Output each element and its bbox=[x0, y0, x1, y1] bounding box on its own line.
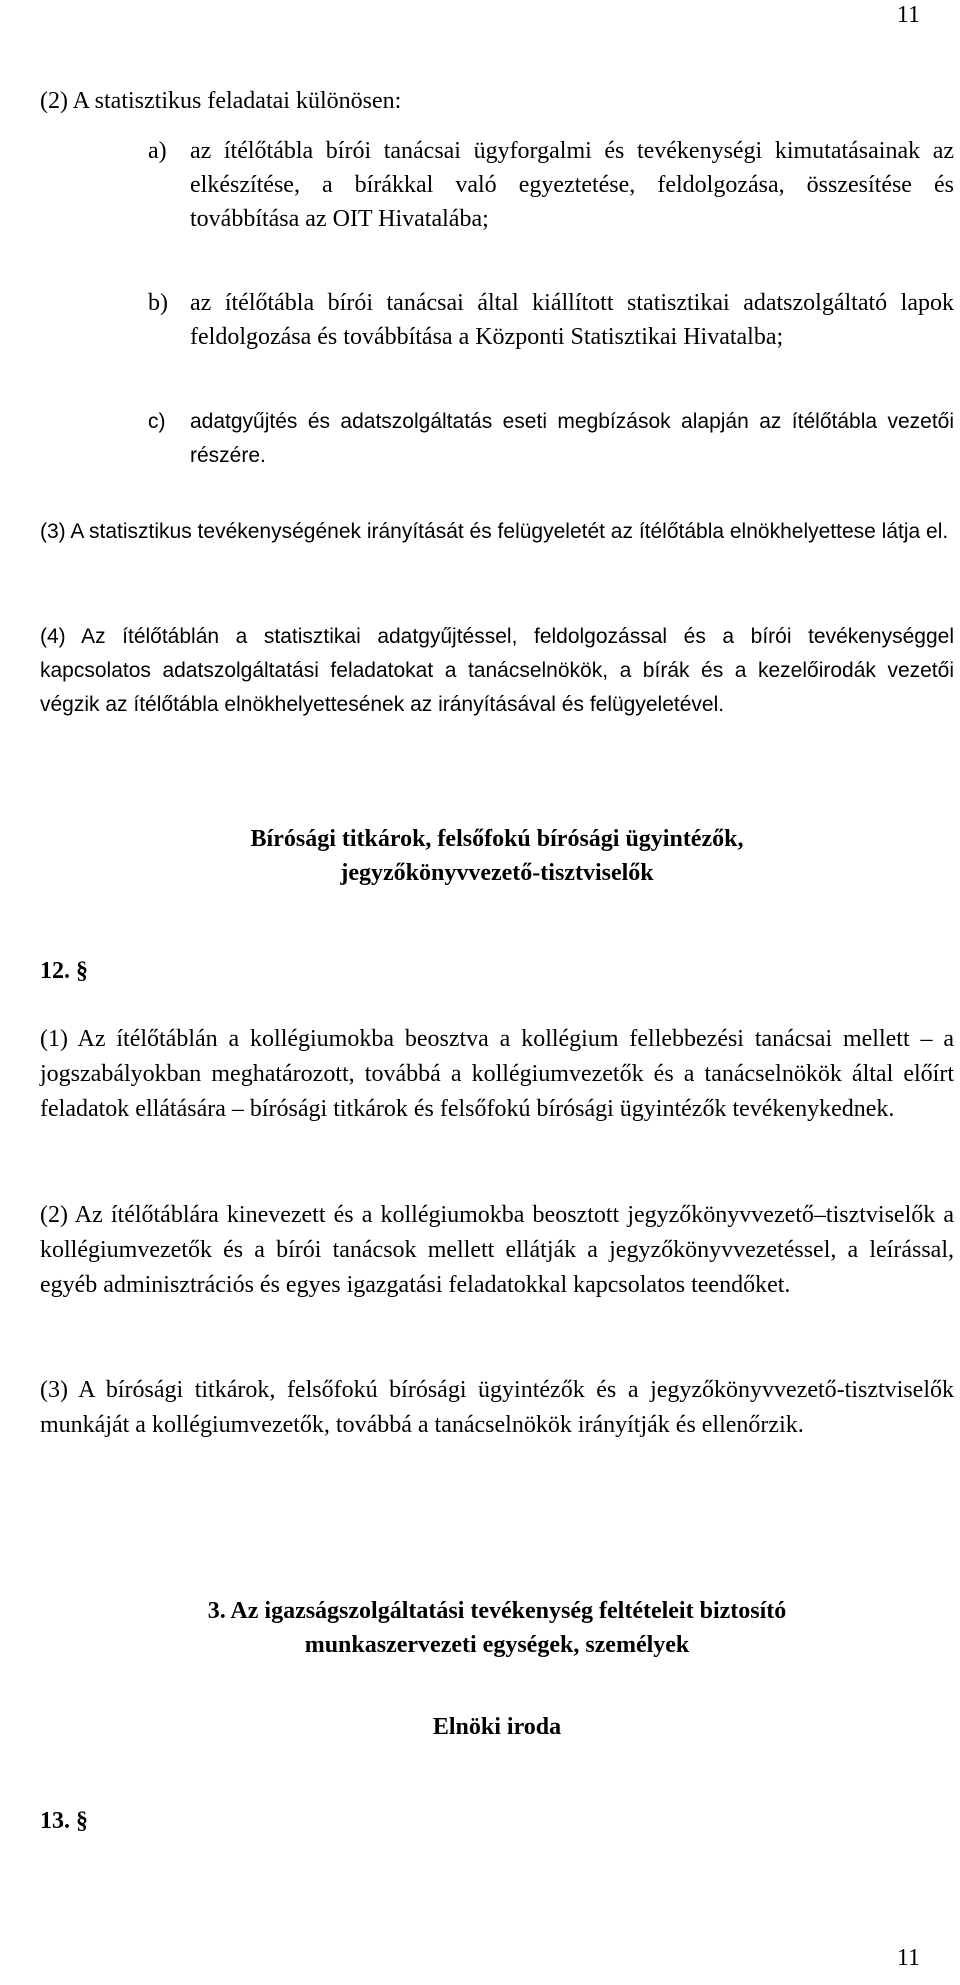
list-marker: c) bbox=[148, 410, 166, 433]
list-item-a bbox=[148, 134, 954, 236]
heading-line-1: 3. Az igazságszolgáltatási tevékenység feltételeit biztosító bbox=[207, 1598, 787, 1624]
list-item-text: adatgyűjtés és adatszolgáltatás eseti megbízások alapján az ítélőtábla vezetői részére. bbox=[190, 410, 954, 467]
list-item-b bbox=[148, 286, 954, 354]
s12-paragraph-1: (1) Az ítélőtáblán a kollégiumokba beosztva a kollégium fellebbezési tanácsai mellett – a jogszabályokban meghatározott, továbbá a kollégiumvezetők és a tanácselnökök által előírt feladatok ellátására – bírósági titkárok és felsőfokú bírósági ügyintézők tevékenykednek. bbox=[40, 1026, 954, 1122]
section-13: 13. § bbox=[40, 1808, 88, 1834]
list-marker: b) bbox=[148, 290, 168, 316]
s12-paragraph-2: (2) Az ítélőtáblára kinevezett és a kollégiumokba beosztott jegyzőkönyvvezető–tisztviselők a kollégiumvezetők és a bírói tanácsok mellett ellátják a jegyzőkönyvvezetéssel, a leírással, egyéb adminisztrációs és egyes igazgatási feladatokkal kapcsolatos teendőket. bbox=[40, 1202, 954, 1298]
list-item-text: az ítélőtábla bírói tanácsai által kiállított statisztikai adatszolgáltató lapok feldolgozása és továbbítása a Központi Statisztikai Hivatalba; bbox=[190, 290, 954, 350]
heading-elnoki-iroda: Elnöki iroda bbox=[432, 1714, 562, 1740]
section-intro: (2) A statisztikus feladatai különösen: bbox=[40, 88, 402, 114]
heading-titkarok bbox=[40, 822, 954, 890]
list-marker: a) bbox=[148, 138, 167, 164]
heading-line-1: Bírósági titkárok, felsőfokú bírósági ügyintézők, bbox=[250, 826, 744, 852]
page-number-bottom: 11 bbox=[896, 1945, 920, 1971]
s12-paragraph-3: (3) A bírósági titkárok, felsőfokú bírósági ügyintézők és a jegyzőkönyvvezető-tisztviselők munkáját a kollégiumvezetők, továbbá a tanácselnökök irányítják és ellenőrzik. bbox=[40, 1377, 954, 1438]
list-item-c bbox=[148, 405, 954, 473]
list-item-text: az ítélőtábla bírói tanácsai ügyforgalmi és tevékenységi kimutatásainak az elkészítése, a bírákkal való egyeztetése, feldolgozása, összesítése és továbbítása az OIT Hivatalába; bbox=[190, 138, 954, 232]
page-number-top: 11 bbox=[896, 2, 920, 28]
heading-line-2: munkaszervezeti egységek, személyek bbox=[304, 1632, 690, 1658]
heading-line-2: jegyzőkönyvvezető-tisztviselők bbox=[340, 860, 654, 886]
heading-munkaszervezeti bbox=[40, 1594, 954, 1662]
paragraph-3: (3) A statisztikus tevékenységének irányítását és felügyeletét az ítélőtábla elnökhelyettese látja el. bbox=[40, 520, 949, 543]
paragraph-4: (4) Az ítélőtáblán a statisztikai adatgyűjtéssel, feldolgozással és a bírói tevékenységgel kapcsolatos adatszolgáltatási feladatokat a tanácselnökök, a bírák és a kezelőirodák vezetői végzik az ítélőtábla elnökhelyettesének az irányításával és felügyeletével. bbox=[40, 625, 954, 716]
section-12: 12. § bbox=[40, 958, 88, 984]
